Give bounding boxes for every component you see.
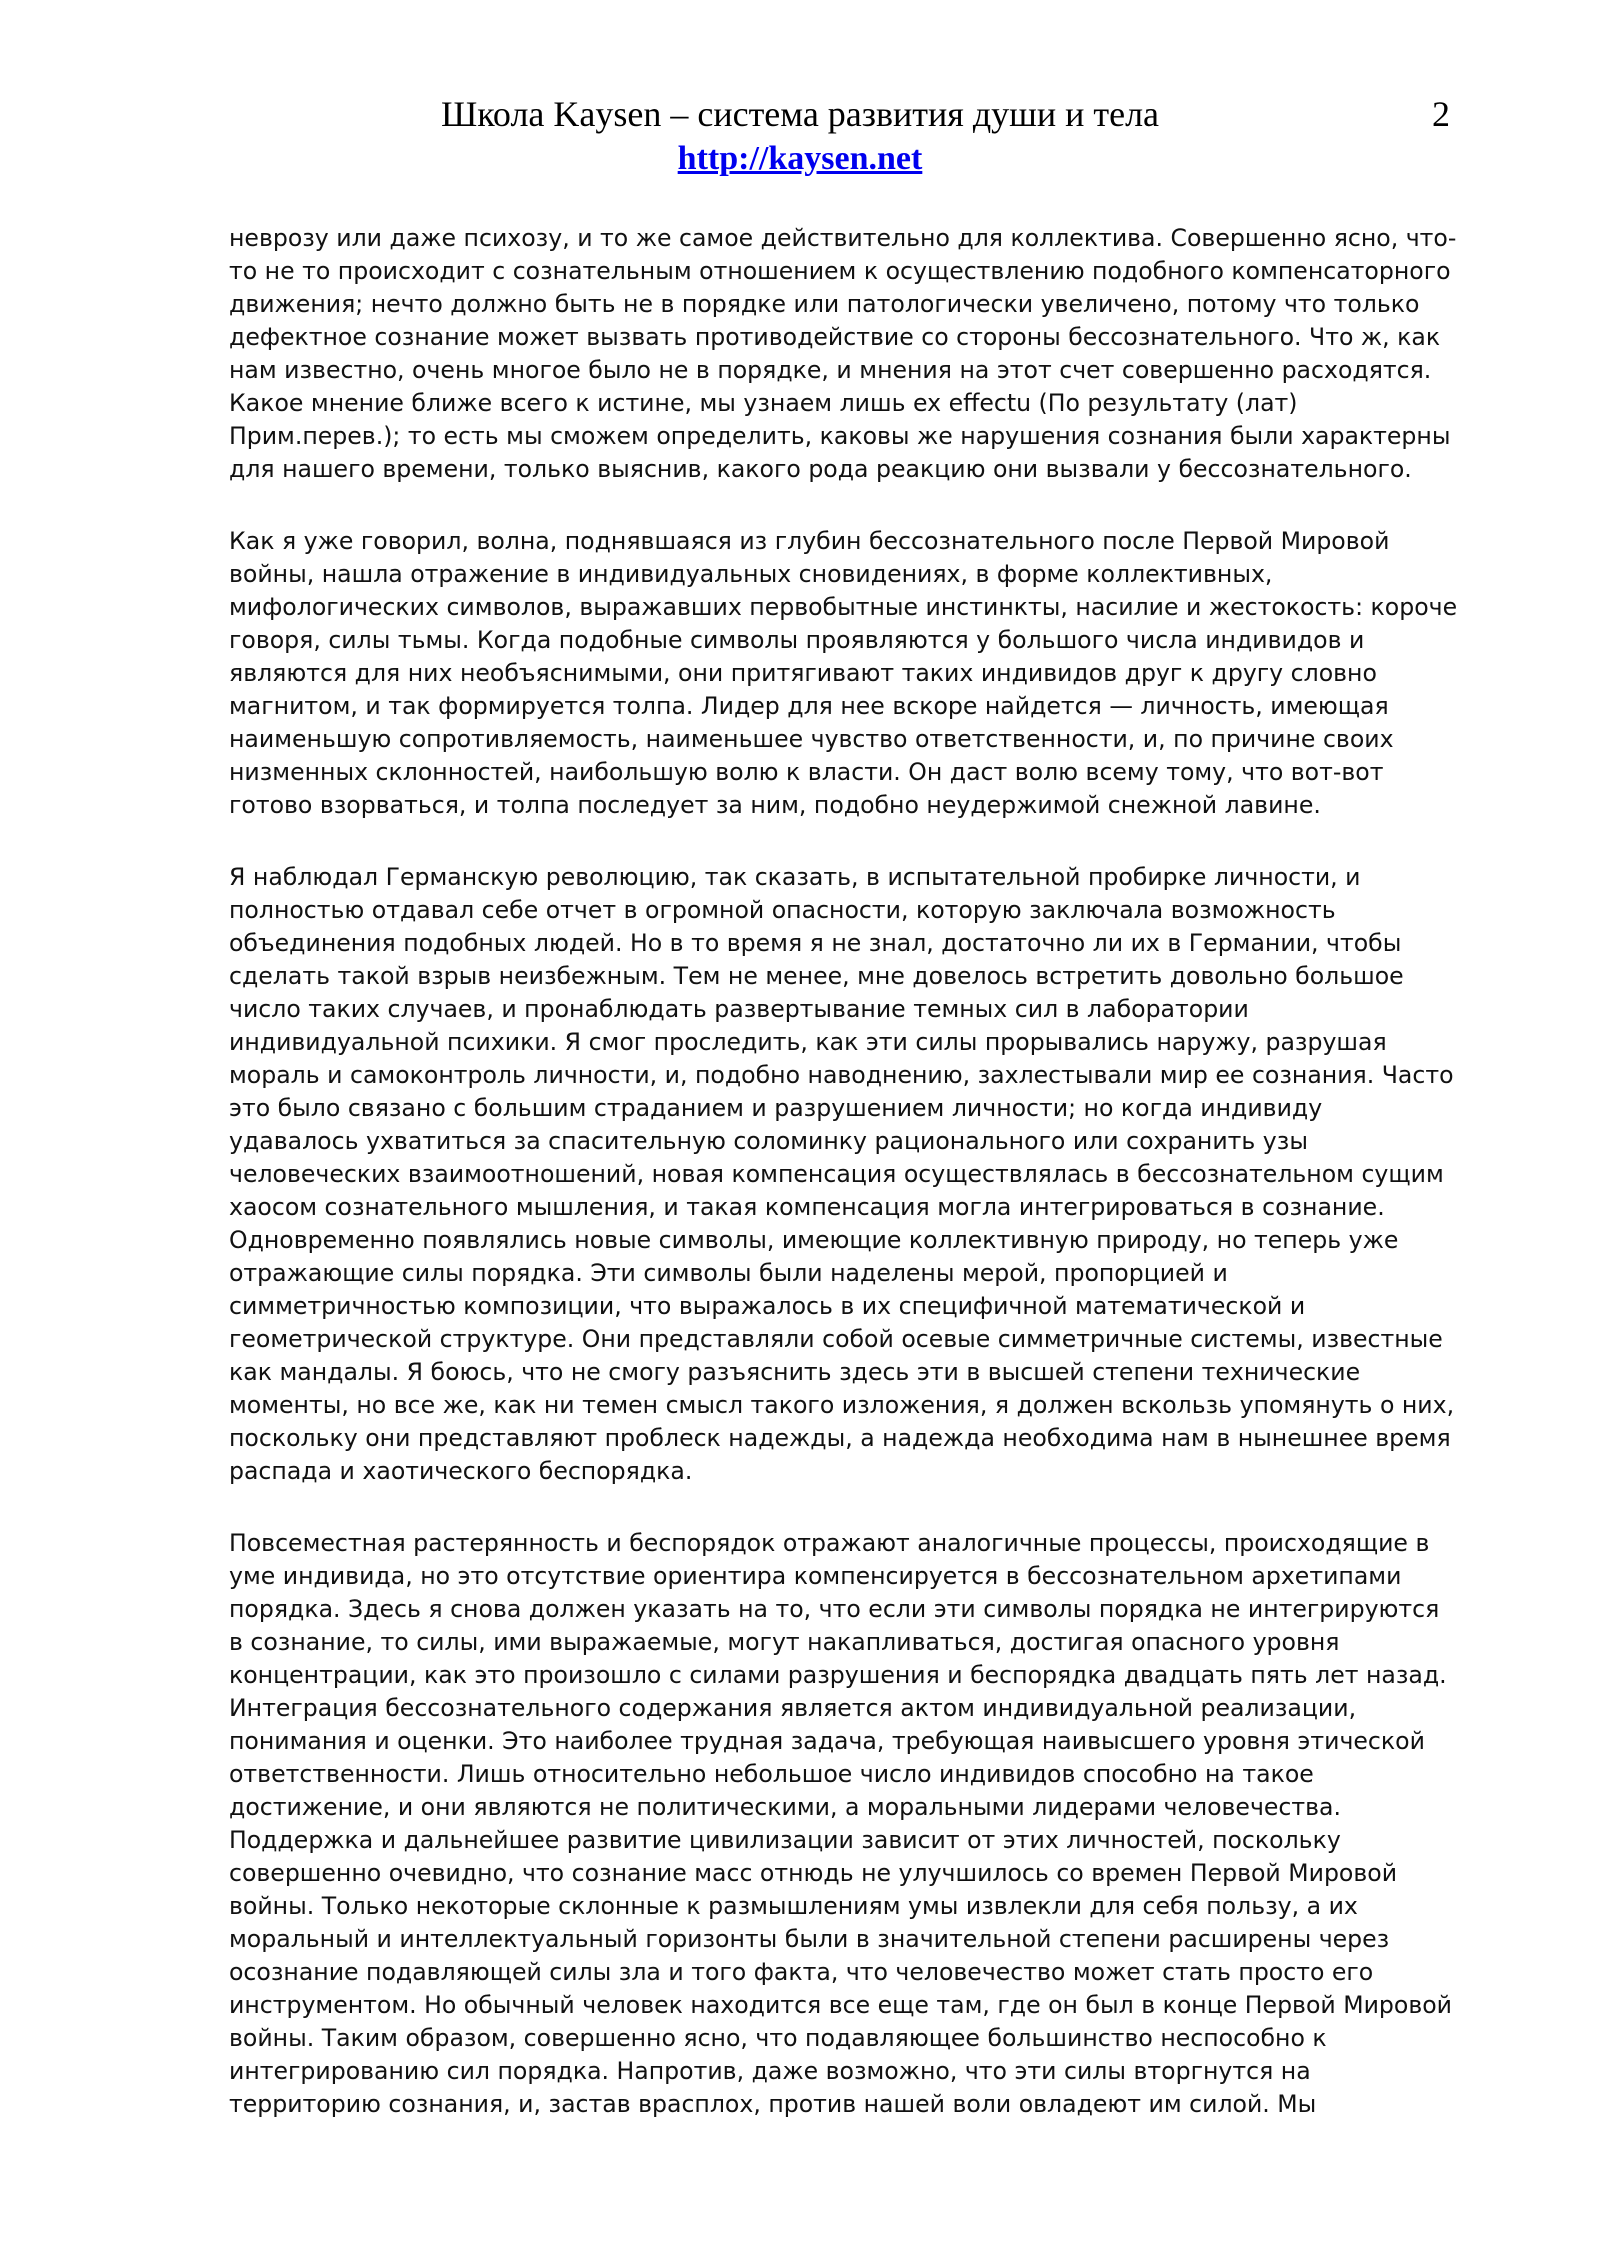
page-number: 2 — [1432, 94, 1450, 134]
paragraph-2: Как я уже говорил, волна, поднявшаяся из глубин бессознательного после Первой Мировой войны, нашла отражение в индивидуальных сновидениях, в форме коллективных, мифологических символов, выражавших первобытные инстинкты, насилие и жестокость: короче говоря, силы тьмы. Когда подобные символы проявляются у большого числа индивидов и являются для них необъяснимыми, они притягивают таких индивидов друг к другу словно магнитом, и так формируется толпа. Лидер для нее вскоре найдется — личность, имеющая наименьшую сопротивляемость, наименьшее чувство ответственности, и, по причине своих низменных склонностей, наибольшую волю к власти. Он даст волю всему тому, что вот-вот готово взорваться, и толпа последует за ним, подобно неудержимой снежной лавине. — [229, 527, 1458, 819]
site-link[interactable]: http://kaysen.net — [677, 140, 923, 177]
document-body — [229, 222, 1459, 2121]
paragraph-1: неврозу или даже психозу, и то же самое действительно для коллектива. Совершенно ясно, что-то не то происходит с сознательным отношением к осуществлению подобного компенсаторного движения; нечто должно быть не в порядке или патологически увеличено, потому что только дефектное сознание может вызвать противодействие со стороны бессознательного. Что ж, как нам известно, очень многое было не в порядке, и мнения на этот счет совершенно расходятся. Какое мнение ближе всего к истине, мы узнаем лишь ex effectu (По результату (лат) Прим.перев.); то есть мы сможем определить, каковы же нарушения сознания были характерны для нашего времени, только выяснив, какого рода реакцию они вызвали у бессознательного. — [229, 224, 1457, 483]
page-header-title: Школа Kaysen – система развития души и тела — [440, 94, 1160, 134]
paragraph-4: Повсеместная растерянность и беспорядок отражают аналогичные процессы, происходящие в уме индивида, но это отсутствие ориентира компенсируется в бессознательном архетипами порядка. Здесь я снова должен указать на то, что если эти символы порядка не интегрируются в сознание, то силы, ими выражаемые, могут накапливаться, достигая опасного уровня концентрации, как это произошло с силами разрушения и беспорядка двадцать пять лет назад. Интеграция бессознательного содержания является актом индивидуальной реализации, понимания и оценки. Это наиболее трудная задача, требующая наивысшего уровня этической ответственности. Лишь относительно небольшое число индивидов способно на такое достижение, и они являются не политическими, а моральными лидерами человечества. Поддержка и дальнейшее развитие цивилизации зависит от этих личностей, поскольку совершенно очевидно, что сознание масс отнюдь не улучшилось со времен Первой Мировой войны. Только некоторые склонные к размышлениям умы извлекли для себя пользу, а их моральный и интеллектуальный горизонты были в значительной степени расширены через осознание подавляющей силы зла и того факта, что человечество может стать просто его инструментом. Но обычный человек находится все еще там, где он был в конце Первой Мировой войны. Таким образом, совершенно ясно, что подавляющее большинство неспособно к интегрированию сил порядка. Напротив, даже возможно, что эти силы вторгнутся на территорию сознания, и, застав врасплох, против нашей воли овладеют им силой. Мы — [229, 1529, 1452, 2118]
paragraph-3: Я наблюдал Германскую революцию, так сказать, в испытательной пробирке личности, и полностью отдавал себе отчет в огромной опасности, которую заключала возможность объединения подобных людей. Но в то время я не знал, достаточно ли их в Германии, чтобы сделать такой взрыв неизбежным. Тем не менее, мне довелось встретить довольно большое число таких случаев, и пронаблюдать развертывание темных сил в лаборатории индивидуальной психики. Я смог проследить, как эти силы прорывались наружу, разрушая мораль и самоконтроль личности, и, подобно наводнению, захлестывали мир ее сознания. Часто это было связано с большим страданием и разрушением личности; но когда индивиду удавалось ухватиться за спасительную соломинку рационального или сохранить узы человеческих взаимоотношений, новая компенсация осуществлялась в бессознательном сущим хаосом сознательного мышления, и такая компенсация могла интегрироваться в сознание. Одновременно появлялись новые символы, имеющие коллективную природу, но теперь уже отражающие силы порядка. Эти символы были наделены мерой, пропорцией и симметричностью композиции, что выражалось в их специфичной математической и геометрической структуре. Они представляли собой осевые симметричные системы, известные как мандалы. Я боюсь, что не смогу разъяснить здесь эти в высшей степени технические моменты, но все же, как ни темен смысл такого изложения, я должен вскользь упомянуть о них, поскольку они представляют проблеск надежды, а надежда необходима нам в нынешнее время распада и хаотического беспорядка. — [229, 863, 1455, 1485]
header-link — [0, 138, 1600, 180]
